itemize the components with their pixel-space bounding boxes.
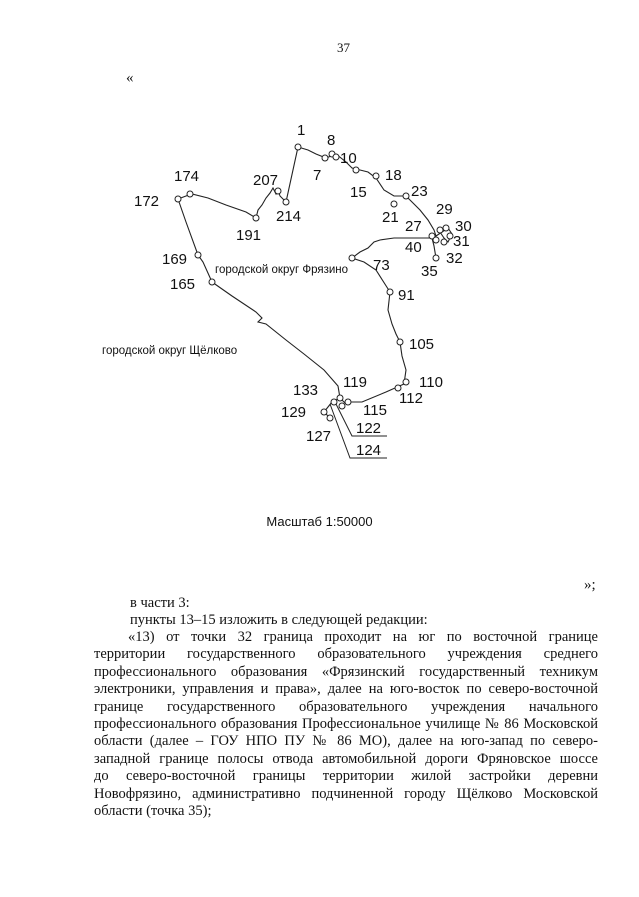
page-number: 37 [337, 40, 350, 55]
paragraph-line: электроники, управления и права», далее на юго-восток по северо-восточной [94, 681, 598, 698]
label-112: 112 [399, 390, 423, 407]
point-labels [134, 122, 472, 459]
point-35 [433, 255, 439, 261]
label-133: 133 [293, 382, 319, 399]
label-115: 115 [363, 402, 387, 419]
label-7: 7 [313, 167, 322, 184]
point-214 [283, 199, 289, 205]
paragraph-line: профессионального образования Профессиональное училище № 86 Московской [94, 715, 598, 732]
point-105 [397, 339, 403, 345]
point-165 [209, 279, 215, 285]
label-165: 165 [170, 276, 196, 293]
paragraph-line: до северо-восточной границы территории жилой застройки деревни [94, 768, 598, 785]
paragraph-line: Новофрязино, административно подчиненной городу Щёлково Московской [94, 785, 598, 802]
label-15: 15 [350, 184, 367, 201]
label-8: 8 [327, 132, 336, 149]
map-scale: Масштаб 1:50000 [266, 514, 373, 529]
label-127: 127 [306, 428, 332, 445]
opening-quote: « [126, 70, 134, 86]
point-15 [353, 167, 359, 173]
points-instruction: пункты 13–15 изложить в следующей редакции: [130, 612, 428, 628]
label-105: 105 [409, 336, 435, 353]
point-174 [187, 191, 193, 197]
point-32 [441, 239, 447, 245]
paragraph-line: профессионального образования «Фрязинский государственный техникум [94, 663, 598, 680]
label-21: 21 [382, 209, 399, 226]
label-124: 124 [356, 442, 382, 459]
label-119: 119 [343, 374, 367, 391]
point-127 [327, 415, 333, 421]
point-1 [295, 144, 301, 150]
point-23 [403, 193, 409, 199]
label-18: 18 [385, 167, 402, 184]
paragraph-line: «13) от точки 32 граница проходит на юг по восточной границе [128, 629, 598, 645]
label-214: 214 [276, 208, 302, 225]
label-91: 91 [398, 287, 415, 304]
point-129 [321, 409, 327, 415]
label-129: 129 [281, 404, 307, 421]
point-40 [433, 237, 439, 243]
region-label-shchelkovo: городской округ Щёлково [102, 345, 238, 357]
paragraph-line: территории государственного образовательного учреждения среднего [94, 646, 598, 663]
point-30 [443, 225, 449, 231]
label-23: 23 [411, 183, 428, 200]
label-207: 207 [253, 172, 279, 189]
point-73 [349, 255, 355, 261]
point-169 [195, 252, 201, 258]
point-119 [337, 395, 343, 401]
point-21 [391, 201, 397, 207]
point-191 [253, 215, 259, 221]
region-label-fryazino: городской округ Фрязино [215, 264, 349, 276]
label-122: 122 [356, 420, 382, 437]
label-191: 191 [236, 227, 262, 244]
label-73: 73 [373, 257, 390, 274]
point-18 [373, 173, 379, 179]
label-174: 174 [174, 168, 200, 185]
paragraph-line: области (точка 35); [94, 802, 212, 819]
label-110: 110 [419, 374, 443, 391]
point-172 [175, 196, 181, 202]
point-115 [345, 399, 351, 405]
part-label: в части 3: [130, 595, 190, 611]
paragraph-line: западной границе полосы отвода автомобильной дороги Фряновское шоссе [94, 750, 598, 767]
label-27: 27 [405, 218, 422, 235]
label-35: 35 [421, 263, 438, 280]
point-7 [322, 155, 328, 161]
point-10 [333, 154, 339, 160]
label-29: 29 [436, 201, 453, 218]
label-1: 1 [297, 122, 306, 139]
paragraph-line: области (далее – ГОУ НПО ПУ № 86 МО), далее на юго-запад по северо- [94, 733, 598, 750]
point-122 [339, 403, 345, 409]
label-10: 10 [340, 150, 357, 167]
label-40: 40 [405, 239, 422, 256]
point-110 [403, 379, 409, 385]
label-30: 30 [455, 218, 472, 235]
closing-quote: »; [584, 577, 596, 593]
point-29 [437, 227, 443, 233]
point-91 [387, 289, 393, 295]
paragraph-line: границе государственного образовательного учреждения начального [94, 698, 598, 715]
label-32: 32 [446, 250, 463, 267]
label-31: 31 [453, 233, 470, 250]
amendment-paragraph [94, 629, 598, 820]
label-172: 172 [134, 193, 160, 210]
label-169: 169 [162, 251, 188, 268]
